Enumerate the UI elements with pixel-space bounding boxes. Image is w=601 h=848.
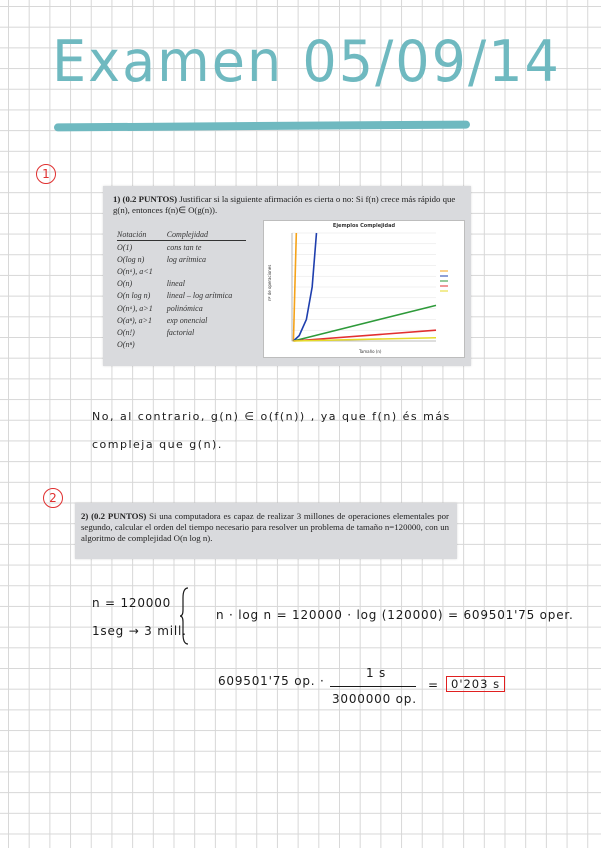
curly-brace [180,586,190,646]
question-1-prompt-text: Justificar si la siguiente afirmación es cierta o no: Si f(n) crece más rápido que g(n), entonces f(n)∈ O(g(n)). [113,194,456,215]
given-n: n = 120000 [92,596,172,610]
fraction-denominator: 3000000 op. [332,692,417,706]
table-header-notation: Notación [117,230,167,241]
chart-xlabel: Tamaño (n) [359,349,382,354]
page-title: Examen 05/09/14 [52,28,561,95]
result-box: 0'203 s [446,676,505,692]
table-cell: O(n) [117,279,133,289]
question-1-prompt-bold: 1) (0.2 PUNTOS) [113,194,178,204]
table-row [117,314,246,326]
answer-1-line-2: compleja que g(n). [92,438,223,451]
answer-1-line-1: No, al contrario, g(n) ∈ o(f(n)) , ya que f(n) és más [92,410,451,423]
table-cell: exp onencial [166,315,208,325]
table-row [117,265,246,277]
fraction-left: 609501'75 op. · [218,674,325,688]
table-cell: polinómica [166,303,203,313]
table-cell: O(nᵃ), a<1 [117,266,153,276]
question-1-prompt [113,194,473,216]
table-cell: O(n!) [117,327,135,337]
chart-ylabel: nº de operaciones [267,264,272,301]
question-2-prompt [81,511,449,544]
chart-title: Ejemplos Complejidad [332,223,396,229]
table-cell: factorial [166,327,195,337]
table-cell: O(nⁿ) [117,340,135,350]
table-row [117,290,246,302]
fraction-line [330,686,416,687]
table-row [117,302,246,314]
question-1-card [103,186,471,366]
table-cell: lineal [166,279,185,289]
calc-line: n · log n = 120000 · log (120000) = 609501'75 oper. [216,608,574,622]
fraction-numerator: 1 s [366,666,387,680]
table-cell: O(nᵃ), a>1 [117,303,153,313]
complexity-table [117,230,246,351]
table-cell: O(1) [117,242,133,252]
question-1-number: 1 [36,164,56,184]
question-2-number: 2 [43,488,63,508]
given-rate: 1seg → 3 mill. [92,624,187,638]
chart-plot [264,221,464,357]
question-2-prompt-bold: 2) (0.2 PUNTOS) [81,511,147,521]
table-row [117,339,246,351]
table-row [117,253,246,265]
question-2-prompt-text: Si una computadora es capaz de realizar 3 millones de operaciones elementales por segundo, calcular el orden del tiempo necesario para resolver un problema de tamaño n=120000, con un algoritmo de complejidad O(n log n). [81,511,449,543]
table-row [117,241,246,254]
question-2-card [75,503,457,559]
table-row [117,278,246,290]
table-cell: cons tan te [166,242,202,252]
title-underline [54,121,470,132]
table-header-complexity: Complejidad [167,230,247,241]
complexity-chart [263,220,465,358]
table-cell: lineal – log arítmica [166,291,233,301]
table-cell: O(n log n) [117,291,151,301]
table-cell: log arítmica [166,254,207,264]
table-row [117,326,246,338]
equals-sign: = [428,678,439,692]
table-cell: O(log n) [117,254,145,264]
table-cell: O(aⁿ), a>1 [117,315,153,325]
table-cell [167,265,247,277]
table-cell [167,339,247,351]
